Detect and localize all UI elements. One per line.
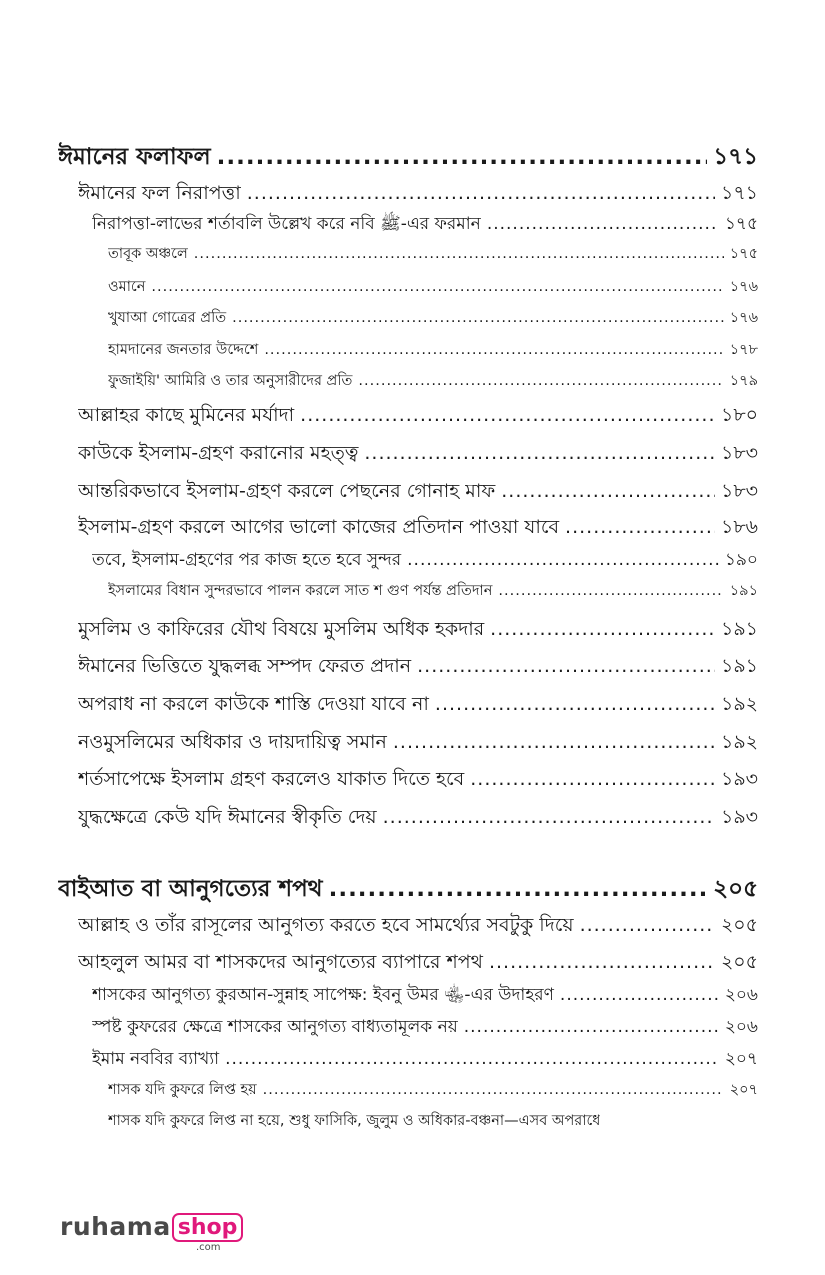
- toc-entry-page: ১৭৬: [729, 279, 758, 295]
- toc-leader-dots: [151, 279, 723, 295]
- toc-leader-dots: [417, 655, 715, 677]
- toc-leader-dots: [498, 583, 723, 599]
- toc-entry-title: কাউকে ইসলাম-গ্রহণ করানোর মহত্ত্ব: [78, 442, 359, 464]
- toc-entry-title: ওমানে: [108, 279, 146, 295]
- toc-entry-page: ১৯৩: [720, 768, 758, 790]
- toc-entry-page: ১৯২: [720, 693, 758, 715]
- toc-entry-page: ১৯১: [721, 618, 758, 640]
- toc-entry-title: স্পষ্ট কুফরের ক্ষেত্রে শাসকের আনুগত্য বাধ্যতামূলক নয়: [92, 1017, 458, 1037]
- toc-leader-dots: [470, 768, 715, 790]
- logo-shop-badge: shop: [172, 1213, 244, 1242]
- toc-entry: [78, 401, 758, 433]
- toc-entry-page: ২০৭: [724, 1049, 758, 1069]
- toc-leader-dots: [407, 550, 719, 570]
- toc-entry-title: শাসকের আনুগত্য কুরআন-সুন্নাহ সাপেক্ষ: ইবনু উমর ﵄-এর উদাহরণ: [92, 985, 554, 1005]
- toc-leader-dots: [490, 618, 715, 640]
- toc-entry: [92, 982, 758, 1010]
- toc-entry: [78, 615, 758, 647]
- toc-section-heading: [58, 138, 758, 177]
- logo-brand-text: ruhama: [60, 1212, 171, 1241]
- toc-entry: [108, 243, 758, 267]
- toc-leader-dots: [393, 731, 715, 753]
- toc-entry: [78, 477, 758, 509]
- toc-entry-title: অপরাধ না করলে কাউকে শাস্তি দেওয়া যাবে না: [78, 693, 429, 715]
- toc-entry-title: যুদ্ধক্ষেত্রে কেউ যদি ঈমানের স্বীকৃতি দেয়: [78, 806, 377, 828]
- toc-leader-dots: [232, 310, 724, 326]
- toc-entry-title: আল্লাহ ও তাঁর রাসূলের আনুগত্য করতে হবে সামর্থ্যের সবটুকু দিয়ে: [78, 914, 574, 936]
- toc-entry-page: ১৭১: [720, 182, 758, 204]
- toc-leader-dots: [435, 693, 715, 715]
- toc-entry: [78, 803, 758, 835]
- toc-entry-title: ফুজাইয়ি' আমিরি ও তার অনুসারীদের প্রতি: [108, 373, 353, 389]
- toc-entry: [92, 1014, 758, 1042]
- toc-entry-page: ১৮৩: [720, 480, 758, 502]
- toc-entry-page: ১৭৬: [729, 310, 758, 326]
- toc-entry: [78, 690, 758, 722]
- toc-entry: [78, 728, 758, 760]
- toc-entry-title: নওমুসলিমের অধিকার ও দায়দায়িত্ব সমান: [78, 731, 387, 753]
- toc-entry-page: ১৭৮: [729, 342, 758, 358]
- toc-entry: [108, 1110, 758, 1134]
- toc-entry-title: শর্তসাপেক্ষে ইসলাম গ্রহণ করলেও যাকাত দিতে হবে: [78, 768, 465, 790]
- toc-entry-title: খুযাআ গোত্রের প্রতি: [108, 310, 227, 326]
- toc-leader-dots: [329, 876, 708, 902]
- toc-entry-title: ইমাম নববির ব্যাখ্যা: [92, 1049, 220, 1069]
- toc-heading-page: ২০৫: [713, 876, 758, 902]
- toc-leader-dots: [358, 373, 723, 389]
- toc-entry: [78, 652, 758, 684]
- toc-entry-title: তবে, ইসলাম-গ্রহণের পর কাজ হতে হবে সুন্দর: [92, 550, 402, 570]
- toc-leader-dots: [565, 516, 715, 538]
- toc-entry-title: শাসক যদি কুফরে লিপ্ত না হয়ে, শুধু ফাসিকি, জুলুম ও অধিকার-বঞ্চনা—এসব অপরাধে: [108, 1113, 601, 1129]
- toc-entry-page: ২০৫: [720, 914, 758, 936]
- toc-entry-page: ১৮০: [720, 404, 758, 426]
- toc-leader-dots: [263, 1082, 724, 1098]
- toc-entry-title: আহলুল আমর বা শাসকদের আনুগত্যের ব্যাপারে শপথ: [78, 951, 483, 973]
- toc-entry: [92, 211, 758, 239]
- toc-entry-title: আল্লাহর কাছে মুমিনের মর্যাদা: [78, 404, 295, 426]
- toc-entry-title: হামদানের জনতার উদ্দেশে: [108, 342, 259, 358]
- toc-entry-page: ১৭৫: [724, 214, 758, 234]
- toc-entry: [108, 276, 758, 300]
- logo-domain-text: .com: [196, 1242, 221, 1253]
- toc-entry-title: মুসলিম ও কাফিরের যৌথ বিষয়ে মুসলিম অধিক হকদার: [78, 618, 485, 640]
- toc-entry: [108, 370, 758, 394]
- toc-entry-title: নিরাপত্তা-লাভের শর্তাবলি উল্লেখ করে নবি ﷺ-এর ফরমান: [92, 214, 481, 234]
- toc-entry: [108, 1079, 758, 1103]
- toc-entry-title: ঈমানের ভিত্তিতে যুদ্ধলব্ধ সম্পদ ফেরত প্রদান: [78, 655, 412, 677]
- toc-entry: [92, 1046, 758, 1074]
- toc-leader-dots: [225, 1049, 719, 1069]
- toc-entry-page: ১৮৬: [720, 516, 758, 538]
- toc-entry-title: শাসক যদি কুফরে লিপ্ত হয়: [108, 1082, 257, 1098]
- toc-entry: [78, 439, 758, 471]
- toc-leader-dots: [247, 182, 715, 204]
- toc-entry: [78, 765, 758, 797]
- toc-leader-dots: [264, 342, 723, 358]
- toc-entry-title: ইসলামের বিধান সুন্দরভাবে পালন করলে সাত শ গুণ পর্যন্ত প্রতিদান: [108, 583, 493, 599]
- toc-entry-title: তাবূক অঞ্চলে: [108, 246, 188, 262]
- toc-entry: [108, 307, 758, 331]
- toc-section-heading: [58, 870, 758, 909]
- toc-entry-page: ১৯০: [724, 550, 758, 570]
- toc-leader-dots: [194, 246, 724, 262]
- toc-leader-dots: [217, 144, 708, 170]
- toc-leader-dots: [487, 214, 719, 234]
- toc-entry-page: ১৯৩: [720, 806, 758, 828]
- toc-entry: [78, 911, 758, 943]
- toc-entry-title: ঈমানের ফল নিরাপত্তা: [78, 182, 241, 204]
- toc-entry: [78, 513, 758, 545]
- ruhamashop-logo: [60, 1212, 243, 1252]
- toc-entry-page: ১৭৯: [729, 373, 758, 389]
- toc-entry-page: ২০৫: [720, 951, 758, 973]
- toc-leader-dots: [464, 1017, 719, 1037]
- toc-heading-title: বাইআত বা আনুগত্যের শপথ: [58, 876, 323, 902]
- toc-entry-page: ১৮৩: [720, 442, 758, 464]
- toc-heading-title: ঈমানের ফলাফল: [58, 144, 211, 170]
- toc-entry: [92, 547, 758, 575]
- toc-entry-title: ইসলাম-গ্রহণ করলে আগের ভালো কাজের প্রতিদান পাওয়া যাবে: [78, 516, 560, 538]
- toc-entry: [78, 948, 758, 980]
- toc-entry-title: আন্তরিকভাবে ইসলাম-গ্রহণ করলে পেছনের গোনাহ মাফ: [78, 480, 496, 502]
- toc-entry-page: ২০৬: [724, 1017, 758, 1037]
- toc-entry-page: ১৯২: [720, 731, 758, 753]
- toc-entry-page: ১৭৫: [729, 246, 758, 262]
- toc-leader-dots: [580, 914, 715, 936]
- toc-entry: [108, 339, 758, 363]
- toc-leader-dots: [489, 951, 715, 973]
- toc-leader-dots: [300, 404, 715, 426]
- toc-leader-dots: [501, 480, 715, 502]
- toc-entry: [78, 179, 758, 211]
- toc-entry-page: ২০৬: [724, 985, 758, 1005]
- toc-entry: [108, 580, 758, 604]
- toc-entry-page: ১৯১: [721, 655, 758, 677]
- toc-leader-dots: [560, 985, 719, 1005]
- toc-entry-page: ১৯১: [729, 583, 758, 599]
- toc-leader-dots: [383, 806, 715, 828]
- toc-heading-page: ১৭১: [713, 144, 758, 170]
- toc-entry-page: ২০৭: [729, 1082, 758, 1098]
- toc-leader-dots: [364, 442, 715, 464]
